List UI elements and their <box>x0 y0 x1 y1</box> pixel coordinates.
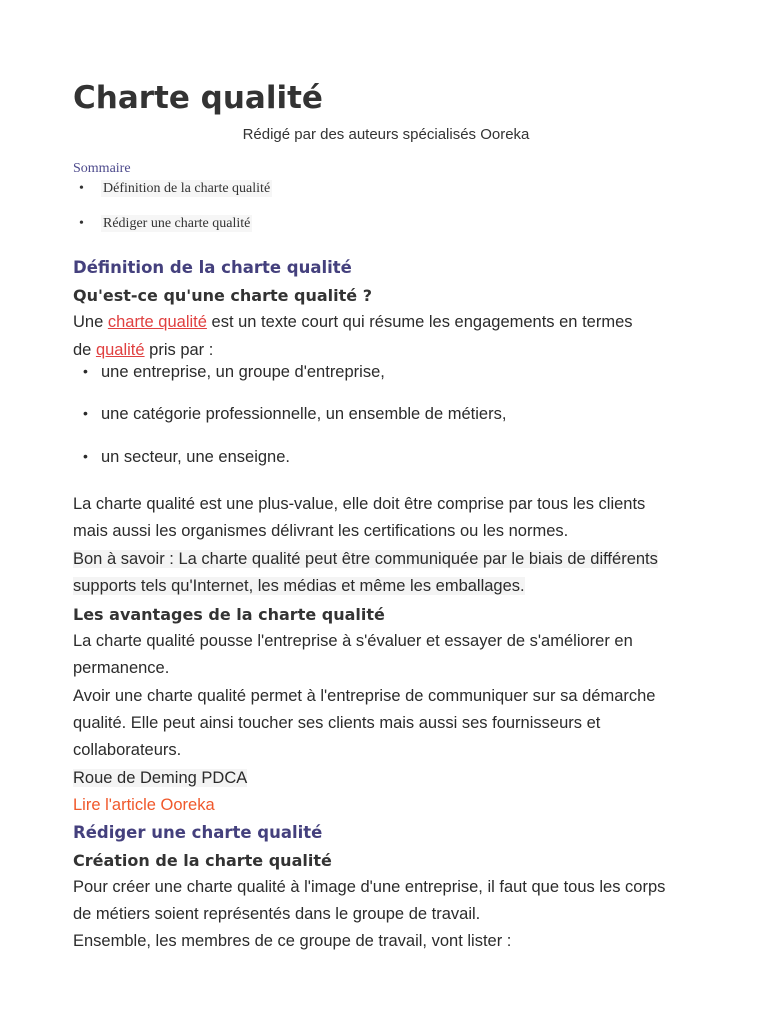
paragraph-line: collaborateurs. <box>73 741 182 759</box>
byline: Rédigé par des auteurs spécialisés Ooreka <box>242 126 530 143</box>
paragraph-line: permanence. <box>73 659 170 677</box>
paragraph-line: qualité. Elle peut ainsi toucher ses clients mais aussi ses fournisseurs et <box>73 714 601 732</box>
subheading-creation: Création de la charte qualité <box>73 851 332 870</box>
subheading-advantages: Les avantages de la charte qualité <box>73 605 385 624</box>
paragraph-line: La charte qualité est une plus-value, elle doit être comprise par tous les clients <box>73 495 646 513</box>
read-article-link[interactable]: Lire l'article Ooreka <box>73 796 215 814</box>
paragraph-line: Une charte qualité est un texte court qui résume les engagements en termes <box>73 313 633 331</box>
paragraph-line: de métiers soient représentés dans le groupe de travail. <box>73 905 481 923</box>
tip-line: supports tels qu'Internet, les médias et même les emballages. <box>73 577 525 595</box>
toc-label: Sommaire <box>73 161 131 176</box>
qualite-link[interactable]: qualité <box>95 341 145 359</box>
paragraph-line: de qualité pris par : <box>73 341 214 359</box>
section-heading-definition: Définition de la charte qualité <box>73 258 352 277</box>
related-article-title: Roue de Deming PDCA <box>73 769 248 787</box>
paragraph-line: mais aussi les organismes délivrant les certifications ou les normes. <box>73 522 569 540</box>
paragraph-line: Avoir une charte qualité permet à l'entreprise de communiquer sur sa démarche <box>73 687 656 705</box>
paragraph-line: La charte qualité pousse l'entreprise à s'évaluer et essayer de s'améliorer en <box>73 632 633 650</box>
list-item: • un secteur, une enseigne. <box>101 448 290 467</box>
subheading-what-is: Qu'est-ce qu'une charte qualité ? <box>73 286 372 305</box>
charte-qualite-link[interactable]: charte qualité <box>107 313 207 331</box>
paragraph-line: Pour créer une charte qualité à l'image d'une entreprise, il faut que tous les corps <box>73 878 666 896</box>
list-item: • une entreprise, un groupe d'entreprise, <box>101 363 385 382</box>
toc-item[interactable]: • Rédiger une charte qualité <box>101 216 252 232</box>
section-heading-rediger: Rédiger une charte qualité <box>73 823 323 842</box>
page-title: Charte qualité <box>73 80 323 116</box>
tip-line: Bon à savoir : La charte qualité peut être communiquée par le biais de différents <box>73 550 658 568</box>
paragraph-line: Ensemble, les membres de ce groupe de travail, vont lister : <box>73 932 512 950</box>
toc-item[interactable]: • Définition de la charte qualité <box>101 181 272 197</box>
list-item: • une catégorie professionnelle, un ensemble de métiers, <box>101 405 506 424</box>
